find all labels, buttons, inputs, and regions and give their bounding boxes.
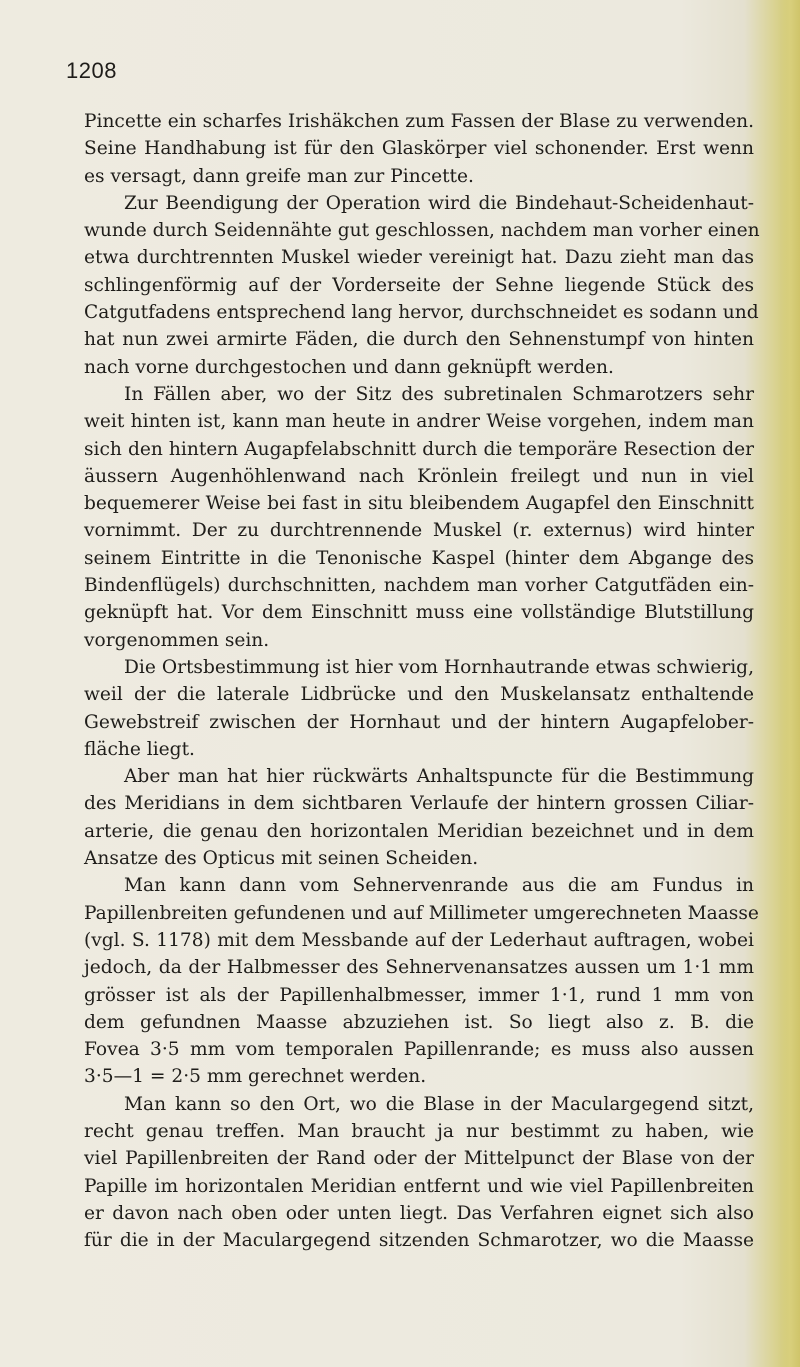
text-line: Gewebstreif zwischen der Hornhaut und der hintern Augapfelober- <box>84 711 754 733</box>
text-line: wunde durch Seidennähte gut geschlossen, nachdem man vorher einen <box>84 220 760 242</box>
text-line: Aber man hat hier rückwärts Anhaltspuncte für die Bestimmung <box>124 766 754 788</box>
text-line: weil der die laterale Lidbrücke und den Muskelansatz enthaltende <box>84 684 754 706</box>
text-line: Zur Beendigung der Operation wird die Bindehaut-Scheidenhaut- <box>124 192 754 214</box>
text-line: 3·5—1 = 2·5 mm gerechnet werden. <box>84 1066 427 1088</box>
text-line: nach vorne durchgestochen und dann geknüpft werden. <box>84 356 614 378</box>
text-line: recht genau treffen. Man braucht ja nur bestimmt zu haben, wie <box>84 1120 754 1142</box>
text-line: geknüpft hat. Vor dem Einschnitt muss eine vollständige Blutstillung <box>84 602 754 624</box>
text-line: Fovea 3·5 mm vom temporalen Papillenrande; es muss also aussen <box>84 1039 754 1061</box>
text-line: Papillenbreiten gefundenen und auf Millimeter umgerechneten Maasse <box>84 902 759 924</box>
text-line: Man kann dann vom Sehnervenrande aus die am Fundus in <box>124 875 754 897</box>
text-line: jedoch, da der Halbmesser des Sehnervenansatzes aussen um 1·1 mm <box>84 957 754 979</box>
text-line: Bindenflügels) durchschnitten, nachdem man vorher Catgutfäden ein- <box>84 575 754 597</box>
text-line: des Meridians in dem sichtbaren Verlaufe der hintern grossen Ciliar- <box>84 793 754 815</box>
text-line: dem gefundnen Maasse abzuziehen ist. So liegt also z. B. die <box>84 1011 754 1033</box>
text-line: vorgenommen sein. <box>84 629 270 651</box>
text-line: es versagt, dann greife man zur Pincette. <box>84 165 474 187</box>
page-edge <box>778 0 800 1367</box>
text-line: bequemerer Weise bei fast in situ bleibendem Augapfel den Einschnitt <box>84 493 754 515</box>
text-line: seinem Eintritte in die Tenonische Kaspel (hinter dem Abgange des <box>84 547 754 569</box>
text-line: Papille im horizontalen Meridian entfernt und wie viel Papillenbreiten <box>84 1175 754 1197</box>
text-line: arterie, die genau den horizontalen Meridian bezeichnet und in dem <box>84 820 754 842</box>
text-line: (vgl. S. 1178) mit dem Messbande auf der Lederhaut auftragen, wobei <box>84 929 754 951</box>
text-line: für die in der Maculargegend sitzenden Schmarotzer, wo die Maasse <box>84 1230 754 1252</box>
text-line: Man kann so den Ort, wo die Blase in der Maculargegend sitzt, <box>124 1093 754 1115</box>
text-line: Ansatze des Opticus mit seinen Scheiden. <box>84 848 479 870</box>
body-text <box>84 108 760 1254</box>
text-line: Die Ortsbestimmung ist hier vom Hornhautrande etwas schwierig, <box>124 656 754 678</box>
text-line: sich den hintern Augapfelabschnitt durch die temporäre Resection der <box>84 438 754 460</box>
text-line: vornimmt. Der zu durchtrennende Muskel (r. externus) wird hinter <box>84 520 754 542</box>
text-line: fläche liegt. <box>84 738 195 760</box>
text-line: viel Papillenbreiten der Rand oder der Mittelpunct der Blase von der <box>84 1148 754 1170</box>
text-line: hat nun zwei armirte Fäden, die durch den Sehnenstumpf von hinten <box>84 329 754 351</box>
text-line: Catgutfadens entsprechend lang hervor, durchschneidet es sodann und <box>84 302 759 324</box>
text-line: er davon nach oben oder unten liegt. Das Verfahren eignet sich also <box>84 1202 754 1224</box>
text-line: grösser ist als der Papillenhalbmesser, immer 1·1, rund 1 mm von <box>84 984 754 1006</box>
page-number: 1208 <box>66 58 117 83</box>
text-line: Pincette ein scharfes Irishäkchen zum Fassen der Blase zu verwenden. <box>84 111 754 132</box>
text-line: In Fällen aber, wo der Sitz des subretinalen Schmarotzers sehr <box>124 383 754 405</box>
text-line: äussern Augenhöhlenwand nach Krönlein freilegt und nun in viel <box>84 465 754 487</box>
text-line: Seine Handhabung ist für den Glaskörper viel schonender. Erst wenn <box>84 138 754 160</box>
text-line: weit hinten ist, kann man heute in andrer Weise vorgehen, indem man <box>84 411 754 433</box>
text-line: schlingenförmig auf der Vorderseite der Sehne liegende Stück des <box>84 274 754 296</box>
text-line: etwa durchtrennten Muskel wieder vereinigt hat. Dazu zieht man das <box>84 247 754 269</box>
